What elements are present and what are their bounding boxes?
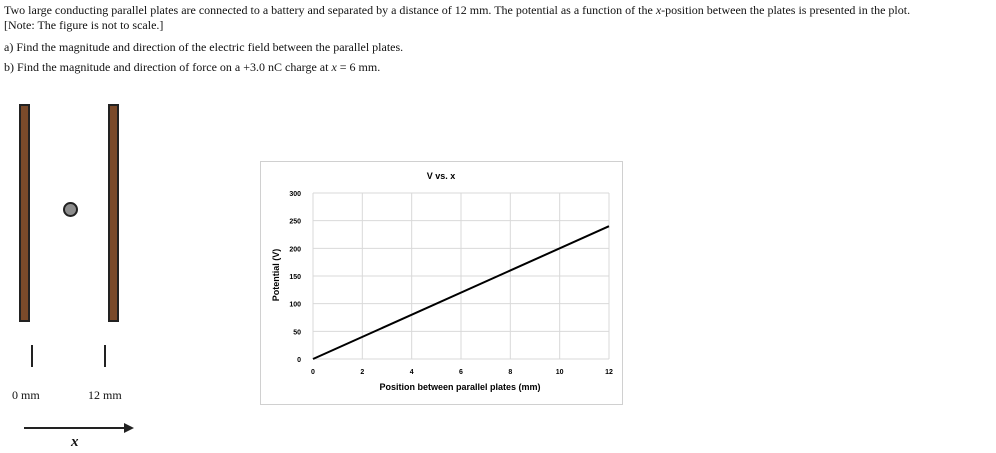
- y-tick-label: 300: [289, 191, 301, 198]
- right-plate: [108, 104, 119, 322]
- scale-note: [Note: The figure is not to scale.]: [4, 18, 164, 32]
- y-axis-label: Potential (V): [271, 248, 281, 302]
- variable-x: x: [331, 60, 337, 74]
- point-charge: [63, 202, 78, 217]
- y-tick-label: 150: [289, 274, 301, 281]
- chart-title: V vs. x: [426, 171, 456, 181]
- y-tick-label: 50: [293, 329, 301, 337]
- x-tick-label: 6: [459, 369, 463, 376]
- x-direction-arrow: [24, 421, 134, 435]
- y-tick-label: 250: [289, 218, 301, 226]
- problem-text-rest: -position between the plates is presented in the plot.: [661, 3, 911, 17]
- problem-statement-line-1: [4, 3, 910, 18]
- x-tick-label: 8: [508, 369, 513, 376]
- y-tick-label: 100: [289, 301, 301, 309]
- x-tick-label: 0: [311, 369, 315, 376]
- variable-x: x: [655, 3, 662, 17]
- problem-text: Two large conducting parallel plates are connected to a battery and separated by a distance of 12 mm. The potential as a function of the: [4, 3, 656, 17]
- right-position-tick: [104, 345, 106, 367]
- question-a: a) Find the magnitude and direction of the electric field between the parallel plates.: [4, 40, 404, 54]
- x-tick-label: 4: [409, 369, 414, 376]
- x-axis-label: Position between parallel plates (mm): [379, 382, 541, 392]
- question-b-text: b) Find the magnitude and direction of force on a +3.0 nC charge at: [4, 60, 332, 74]
- chart-canvas: [261, 162, 622, 404]
- question-b-rest: = 6 mm.: [336, 60, 381, 74]
- left-position-tick: [31, 345, 33, 367]
- x-tick-label: 10: [555, 369, 564, 376]
- y-tick-label: 0: [297, 357, 301, 364]
- left-plate: [19, 104, 30, 322]
- y-tick-label: 200: [289, 246, 301, 254]
- question-b: [4, 60, 380, 75]
- x-tick-label: 2: [360, 369, 365, 376]
- x-tick-label: 12: [605, 369, 613, 376]
- right-position-label: 12 mm: [88, 388, 122, 402]
- axis-variable-label: x: [71, 434, 79, 450]
- potential-chart: [260, 161, 623, 405]
- left-position-label: 0 mm: [12, 388, 40, 402]
